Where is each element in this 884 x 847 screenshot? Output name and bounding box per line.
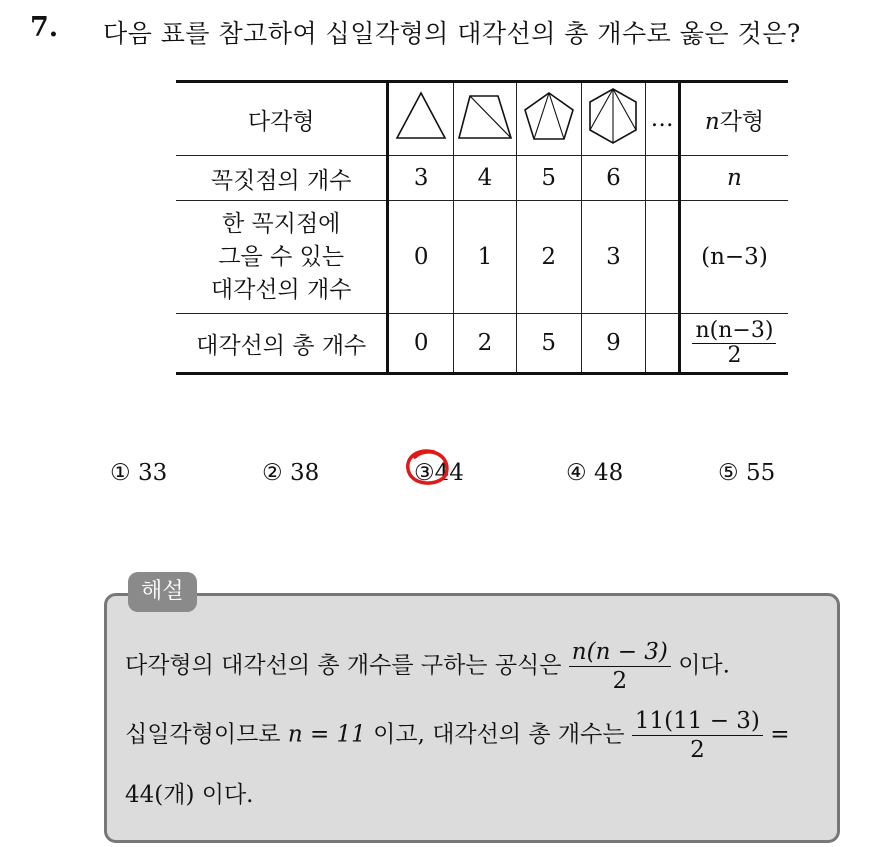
table-cell: 6 [581,156,646,201]
table-cell-general: n [679,156,788,201]
row-header-total-diagonals: 대각선의 총 개수 [176,314,388,374]
choice-value: 55 [745,460,776,486]
explanation-tag: 해설 [128,572,197,612]
choice-value: 33 [137,460,168,486]
explanation-text: 이다. [678,652,730,679]
explanation-text: 이고, 대각선의 총 개수는 [373,721,625,748]
hexagon-icon [585,86,641,146]
table-cell-gap [646,314,680,374]
explanation-line-1 [125,638,730,695]
quadrilateral-icon [456,88,514,144]
choice-2[interactable] [262,460,319,486]
polygon-table [176,80,788,375]
hexagon-figure [581,82,646,156]
pentagon-icon [521,88,577,144]
choice-mark: ⑤ [718,460,739,486]
choice-mark: ① [110,460,131,486]
choice-mark: ② [262,460,283,486]
choice-value: 38 [289,460,320,486]
fraction-denominator: 2 [612,668,628,694]
table-row-diagonals-from-vertex [176,201,788,314]
row-header-vertices: 꼭짓점의 개수 [176,156,388,201]
choice-mark: ③ [414,460,435,486]
table-cell: 2 [516,201,581,314]
explanation-line-2 [125,707,790,764]
triangle-figure [388,82,454,156]
pentagon-figure [516,82,581,156]
choice-value: 44 [434,460,464,486]
fraction-numerator: n(n − 3) [569,638,671,667]
table-row-total-diagonals [176,314,788,374]
fraction-denominator: 2 [727,342,742,368]
fraction-numerator: n(n−3) [692,319,776,344]
triangle-icon [393,88,449,144]
row-header-line: 한 꼭지점에 [221,210,341,237]
table-cell: 0 [388,201,454,314]
choice-value: 48 [593,460,624,486]
table-cell: 5 [516,314,581,374]
explanation-line-3: 44(개) 이다. [125,782,254,808]
explanation-text: 다각형의 대각선의 총 개수를 구하는 공식은 [125,652,562,679]
table-cell-general: (n−3) [679,201,788,314]
choice-mark: ④ [566,460,587,486]
answer-circle-mark-icon [404,447,452,489]
general-formula-fraction [692,319,776,368]
table-cell: 5 [516,156,581,201]
table-cell: 4 [454,156,517,201]
table-row-vertices [176,156,788,201]
choice-1[interactable] [110,460,167,486]
table-cell: 2 [454,314,517,374]
explanation-text: = [770,721,790,748]
question-text: 다음 표를 참고하여 십일각형의 대각선의 총 개수로 옳은 것은? [103,19,801,48]
table-cell: 3 [388,156,454,201]
table-cell-general [679,314,788,374]
choice-5[interactable] [718,460,775,486]
n-polygon-suffix: 각형 [719,108,765,135]
question-number: 7. [30,12,59,43]
table-cell: 1 [454,201,517,314]
table-cell: 9 [581,314,646,374]
table-cell-gap [646,156,680,201]
quadrilateral-figure [454,82,517,156]
table-row-polygon [176,82,788,156]
choice-4[interactable] [566,460,623,486]
row-header-line: 그을 수 있는 [218,243,345,270]
explanation-text: 십일각형이므로 [125,721,281,748]
table-cell: 0 [388,314,454,374]
explanation-equation: n = 11 [287,721,366,748]
n-polygon-cell [679,82,788,156]
fraction-numerator: 11(11 − 3) [632,707,763,736]
calculation-fraction [632,707,763,764]
row-header-polygon: 다각형 [176,82,388,156]
row-header-line: 대각선의 개수 [210,276,352,303]
row-header-diagonals-from-vertex [176,201,388,314]
table-cell-gap [646,201,680,314]
formula-fraction [569,638,671,695]
table-cell: 3 [581,201,646,314]
ellipsis-cell: … [646,82,680,156]
n-variable: n [704,108,720,135]
fraction-denominator: 2 [690,737,705,763]
